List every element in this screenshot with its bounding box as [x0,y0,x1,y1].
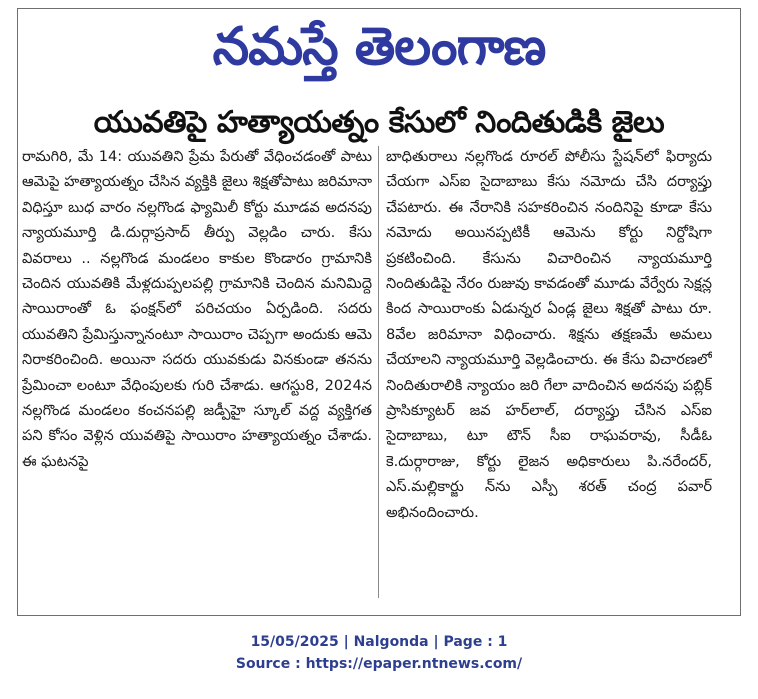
article-right-column: బాధితురాలు నల్లగొండ రూరల్ పోలీసు స్టేషన్‌లో ఫిర్యాదు చేయగా ఎస్ఐ సైదాబాబు కేసు నమోదు చేసి దర్యాప్తు చేపటారు. ఈ నేరానికి సహకరించిన నందినిపై కూడా కేసు నమోదు అయినప్పటికీ ఆమెను కోర్టు నిర్దోషిగా ప్రకటించింది. కేసును విచారించిన న్యాయమూర్తి నిందితుడిపై నేరం రుజువు కావడంతో మూడు వేర్వేరు సెక్షన్ల కింద సాయిరాంకు ఏడున్నర ఏండ్ల జైలు శిక్షతో పాటు రూ. 8వేల జరిమానా విధించారు. శిక్షను తక్షణమే అమలు చేయాలని న్యాయమూర్తి వెల్లడించారు. ఈ కేసు విచారణలో నిందితురాలికి న్యాయం జరి గేలా వాదించిన అదనపు పబ్లిక్ ప్రాసిక్యూటర్ జవ హర్‌లాల్, దర్యాప్తు చేసిన ఎస్ఐ సైదాబాబు, టూ టౌన్ సీఐ రాఘవరావు, సీడీఓ కె.దుర్గారాజు, కోర్టు లైజన అధికారులు పి.నరేందర్, ఎస్.మల్లికార్జు న్‌ను ఎస్పీ శరత్ చంద్ర పవార్ అభినందించారు. [386,148,712,521]
article-left-column: రామగిరి, మే 14: యువతిని ప్రేమ పేరుతో వేధించడంతో పాటు ఆమెపై హత్యాయత్నం చేసిన వ్యక్తికి జైలు శిక్షతోపాటు జరిమానా విధిస్తూ బుధ వారం నల్లగొండ ఫ్యామిలీ కోర్టు మూడవ అదనపు న్యాయమూర్తి డి.దుర్గాప్రసాద్ తీర్పు వెల్లడిం చారు. కేసు వివరాలు .. నల్లగొండ మండలం కాకుల కొండారం గ్రామానికి చెందిన యువతికి మేళ్లదుప్పలపల్లి గ్రామానికి చెందిన మనిమిద్దె సాయిరాంతో ఓ ఫంక్షన్‌లో పరిచయం ఏర్పడింది. సదరు యువతిని ప్రేమిస్తున్నానంటూ సాయిరాం చెప్పగా అందుకు ఆమె నిరాకరించింది. అయినా సదరు యువకుడు వినకుండా తనను ప్రేమించా లంటూ వేధింపులకు గురి చేశాడు. ఆగస్టు8, 2024న నల్లగొండ మండలం కంచనపల్లి జడ్పీహై స్కూల్ వద్ద వ్యక్తిగత పని కోసం వెళ్లిన యువతిపై సాయిరాం హత్యాయత్నం చేశాడు. ఈ ఘటనపై [22,148,372,470]
source-line: Source : https://epaper.ntnews.com/ [235,656,523,672]
newspaper-masthead: నమస్తే తెలంగాణ [212,17,546,77]
edition-date-line: 15/05/2025 | Nalgonda | Page : 1 [250,634,508,650]
article-headline: యువతిపై హత్యాయత్నం కేసులో నిందితుడికి జైలు [93,105,665,140]
column-divider [378,146,379,598]
